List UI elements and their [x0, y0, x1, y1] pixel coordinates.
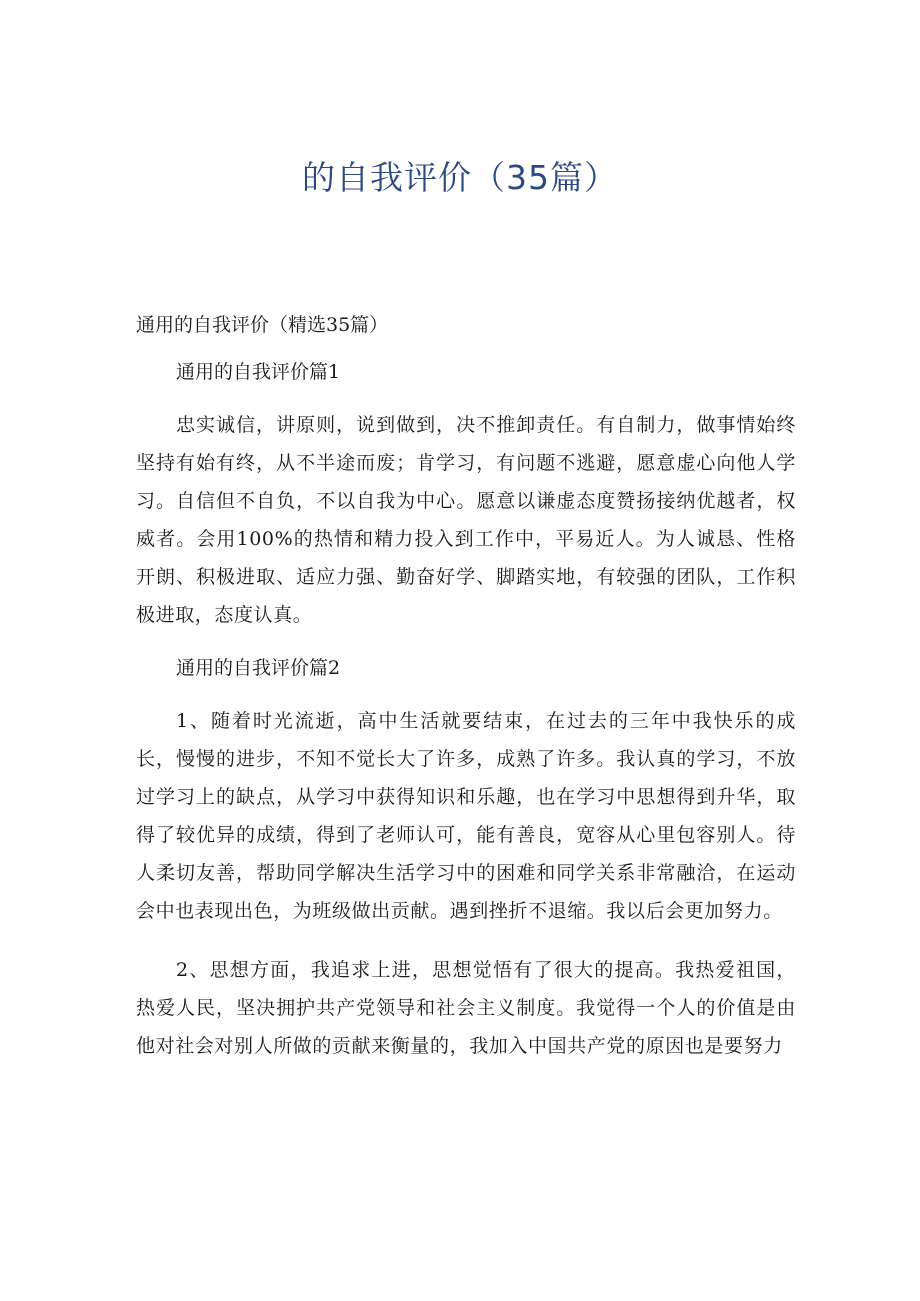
section-heading-1: 通用的自我评价篇1 [176, 361, 341, 383]
section-1-paragraph-1: 忠实诚信，讲原则，说到做到，决不推卸责任。有自制力，做事情始终坚持有始有终，从不半途而废；肯学习，有问题不逃避，愿意虚心向他人学习。自信但不自负，不以自我为中心。愿意以谦虚态度赞扬接纳优越者，权威者。会用100%的热情和精力投入到工作中，平易近人。为人诚恳、性格开朗、积极进取、适应力强、勤奋好学、脚踏实地，有较强的团队，工作积极进取，态度认真。 [136, 414, 796, 626]
section-2-paragraph-1: 1、随着时光流逝，高中生活就要结束，在过去的三年中我快乐的成长，慢慢的进步，不知不觉长大了许多，成熟了许多。我认真的学习，不放过学习上的缺点，从学习中获得知识和乐趣，也在学习中思想得到升华，取得了较优异的成绩，得到了老师认可，能有善良，宽容从心里包容别人。待人柔切友善，帮助同学解决生活学习中的困难和同学关系非常融洽，在运动会中也表现出色，为班级做出贡献。遇到挫折不退缩。我以后会更加努力。 [136, 710, 796, 922]
document-body [136, 312, 796, 1086]
document-title: 的自我评价（35篇） [302, 158, 618, 197]
section-2-paragraph-2: 2、思想方面，我追求上进，思想觉悟有了很大的提高。我热爱祖国，热爱人民，坚决拥护共产党领导和社会主义制度。我觉得一个人的价值是由他对社会对别人所做的贡献来衡量的，我加入中国共产党的原因也是要努力 [136, 959, 796, 1057]
section-heading-2: 通用的自我评价篇2 [176, 657, 341, 679]
document-subtitle: 通用的自我评价（精选35篇） [136, 314, 389, 336]
